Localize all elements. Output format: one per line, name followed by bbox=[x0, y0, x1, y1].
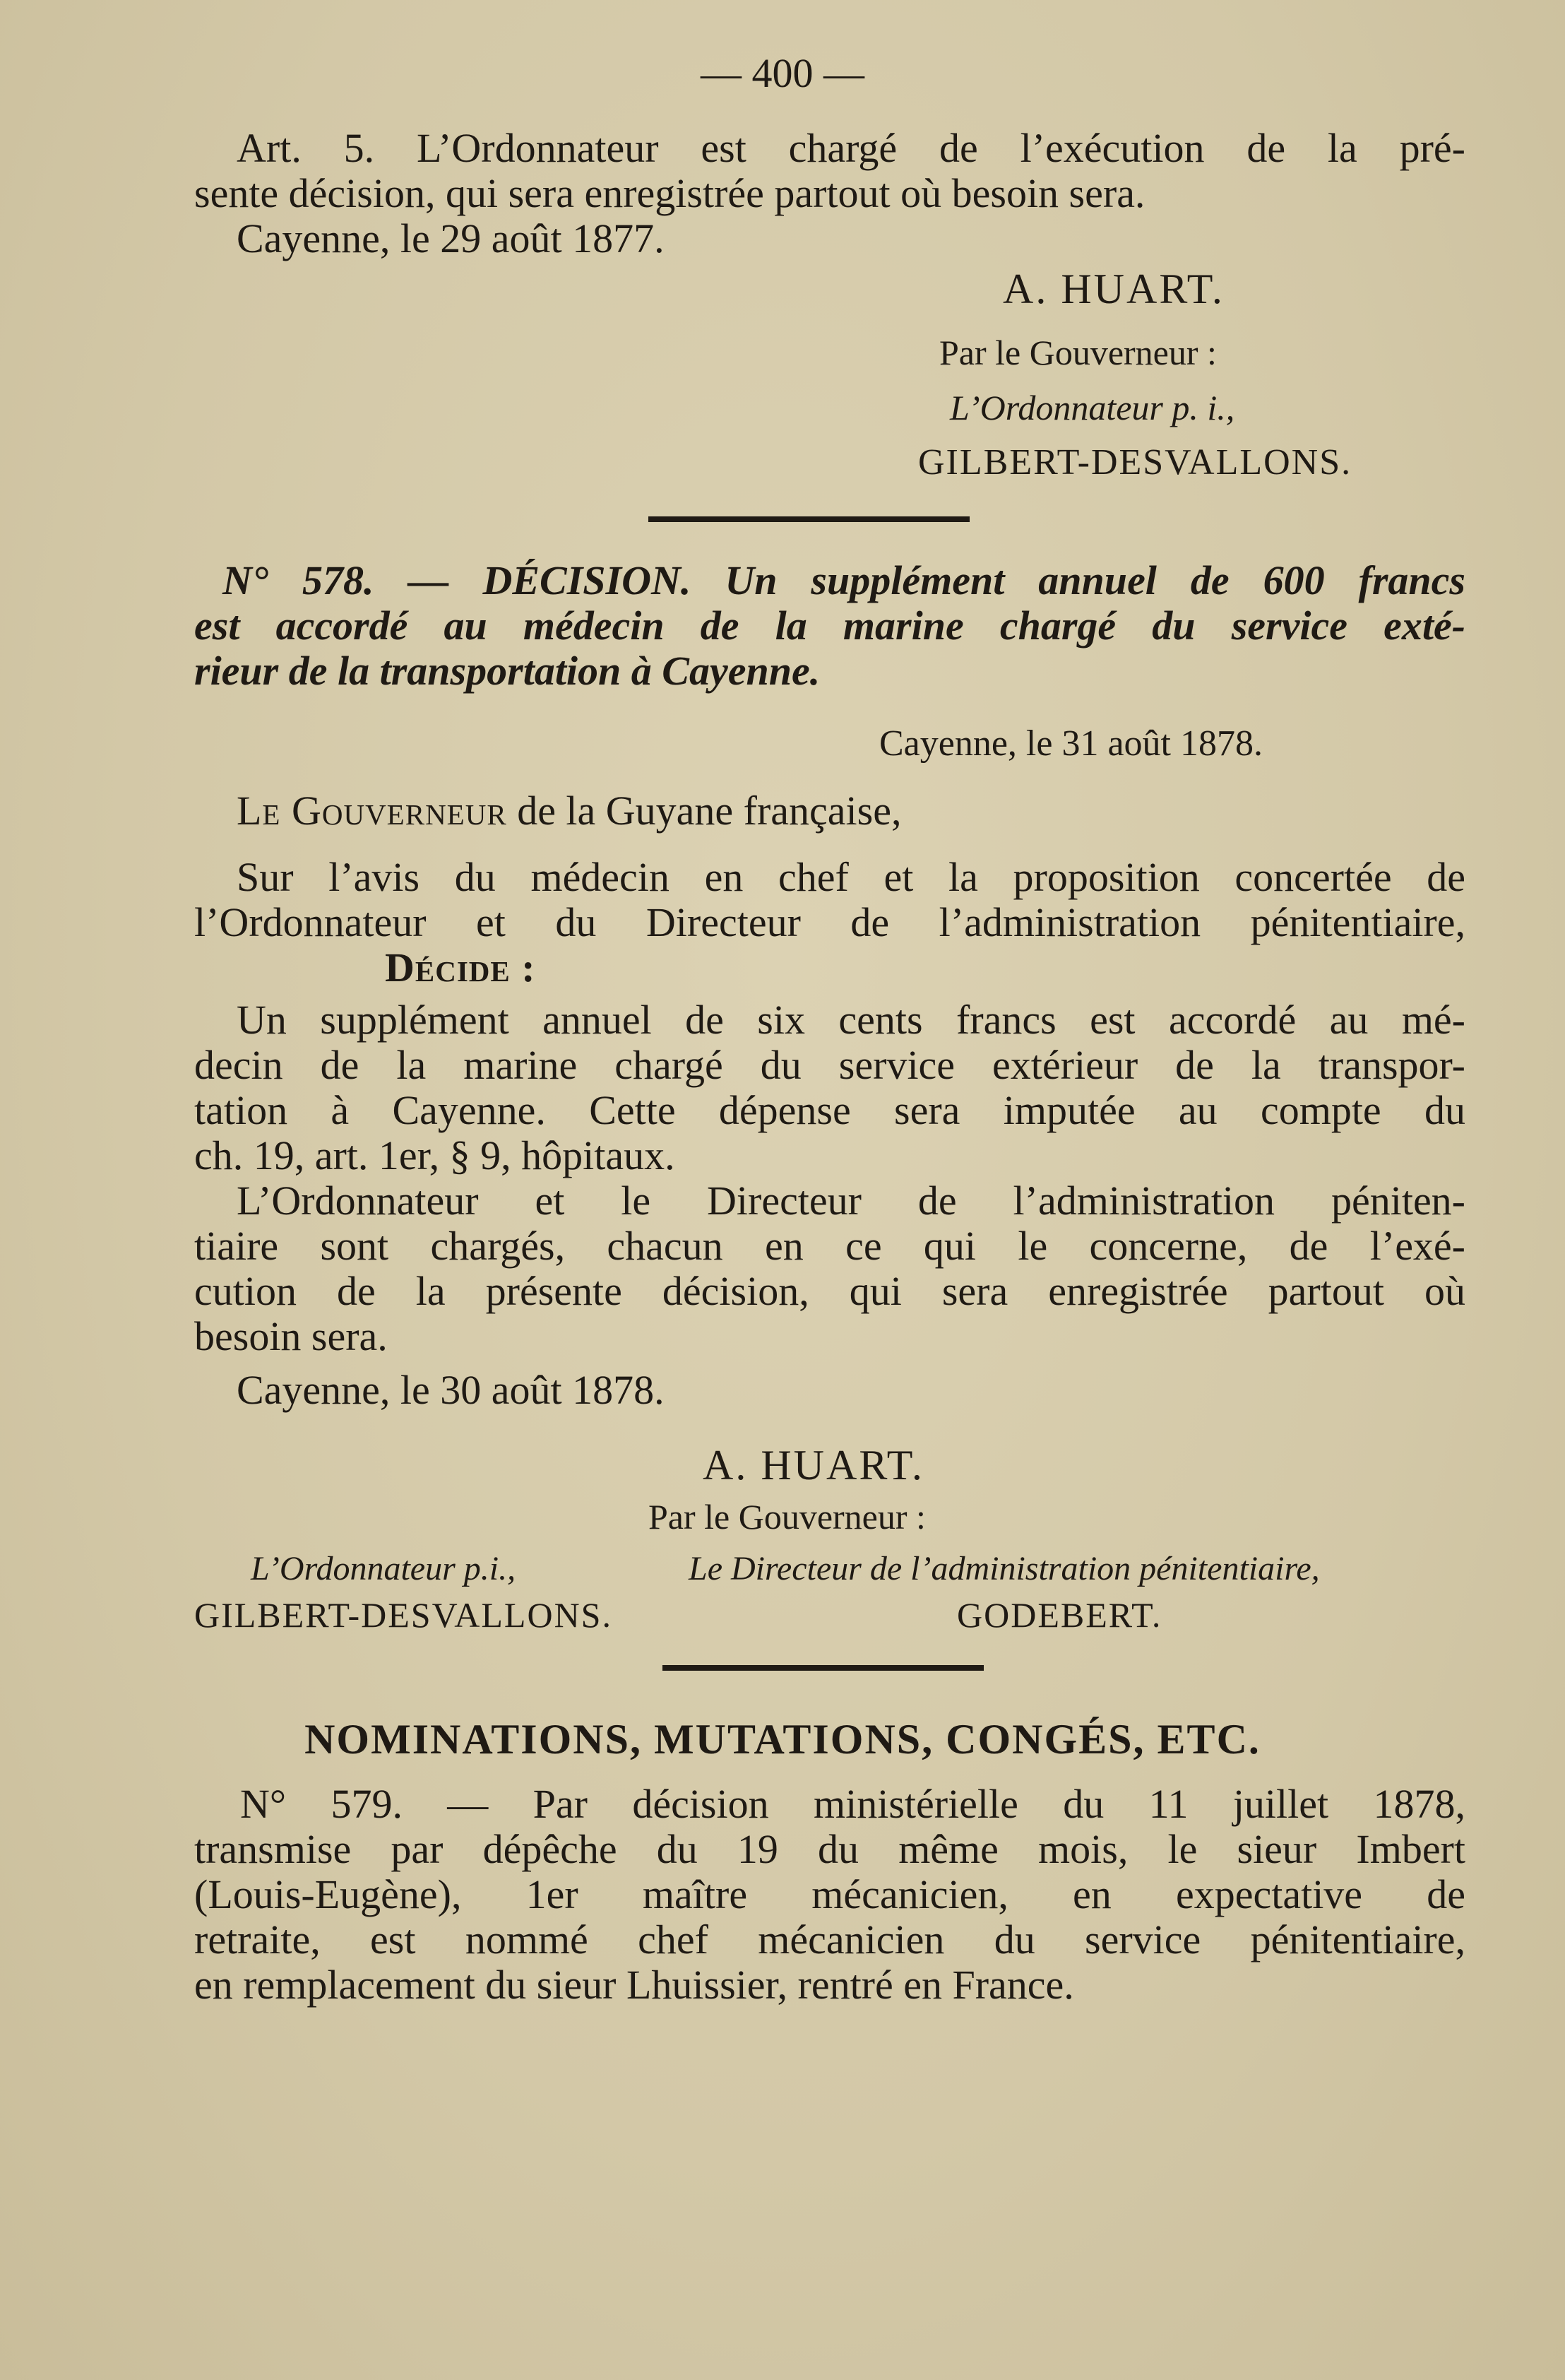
n578-signature: A. HUART. bbox=[703, 1442, 924, 1488]
art5-line-1: Art. 5. L’Ordonnateur est chargé de l’exécution de la pré- bbox=[237, 125, 1465, 171]
n578-heading-3: rieur de la transportation à Cayenne. bbox=[194, 648, 821, 694]
n578-date-top: Cayenne, le 31 août 1878. bbox=[879, 723, 1263, 764]
n578-avis-1: Sur l’avis du médecin en chef et la proposition concertée de bbox=[237, 854, 1465, 900]
n578-ordonnateur-title: L’Ordonnateur p.i., bbox=[251, 1550, 516, 1587]
art5-date: Cayenne, le 29 août 1877. bbox=[237, 215, 665, 261]
separator-rule-1 bbox=[648, 516, 970, 522]
n578-body-4: ch. 19, art. 1er, § 9, hôpitaux. bbox=[194, 1132, 675, 1178]
n578-par-le-gouverneur: Par le Gouverneur : bbox=[648, 1497, 926, 1537]
n578-charge-4: besoin sera. bbox=[194, 1313, 388, 1359]
n578-body-2: decin de la marine chargé du service extérieur de la transpor- bbox=[194, 1042, 1465, 1088]
n579-line-2: transmise par dépêche du 19 du même mois, le sieur Imbert bbox=[194, 1826, 1465, 1872]
separator-rule-2 bbox=[662, 1665, 984, 1671]
n578-heading-2: est accordé au médecin de la marine chargé du service exté- bbox=[194, 603, 1465, 649]
n578-body-1: Un supplément annuel de six cents francs est accordé au mé- bbox=[237, 997, 1465, 1043]
decision-578-body bbox=[194, 788, 1465, 1413]
art5-ordonnateur-name: GILBERT-DESVALLONS. bbox=[918, 442, 1352, 482]
n578-directeur-name: GODEBERT. bbox=[957, 1595, 1162, 1635]
n578-charge-3: cution de la présente décision, qui sera enregistrée partout où bbox=[194, 1268, 1465, 1314]
art5-ordonnateur-title: L’Ordonnateur p. i., bbox=[950, 388, 1235, 427]
gouverneur-rest: de la Guyane française, bbox=[517, 788, 902, 834]
n578-date-bottom: Cayenne, le 30 août 1878. bbox=[237, 1367, 665, 1413]
n578-directeur-title: Le Directeur de l’administration pénitentiaire, bbox=[689, 1550, 1320, 1587]
art5-signature: A. HUART. bbox=[1003, 266, 1225, 312]
n579-line-3: (Louis-Eugène), 1er maître mécanicien, en expectative de bbox=[194, 1871, 1465, 1917]
page-number: — 400 — bbox=[701, 50, 864, 96]
art5-par-le-gouverneur: Par le Gouverneur : bbox=[939, 333, 1217, 372]
n578-charge-1: L’Ordonnateur et le Directeur de l’administration péniten- bbox=[237, 1178, 1465, 1224]
n579-line-5: en remplacement du sieur Lhuissier, rentré en France. bbox=[194, 1962, 1074, 2008]
n579-line-4: retraite, est nommé chef mécanicien du service pénitentiaire, bbox=[194, 1917, 1465, 1962]
n578-decide: Décide : bbox=[385, 945, 536, 990]
gouverneur-label: Le Gouverneur bbox=[237, 788, 507, 834]
article-5 bbox=[194, 126, 1465, 261]
nomination-579 bbox=[194, 1782, 1465, 2008]
n578-avis-2: l’Ordonnateur et du Directeur de l’administration pénitentiaire, bbox=[194, 899, 1465, 945]
n578-ordonnateur-name: GILBERT-DESVALLONS. bbox=[194, 1595, 612, 1635]
n578-body-3: tation à Cayenne. Cette dépense sera imputée au compte du bbox=[194, 1087, 1465, 1133]
nominations-heading: NOMINATIONS, MUTATIONS, CONGÉS, ETC. bbox=[304, 1716, 1261, 1763]
n579-line-1: N° 579. — Par décision ministérielle du 11 juillet 1878, bbox=[240, 1781, 1465, 1827]
n578-gouverneur bbox=[194, 788, 1465, 834]
art5-line-2: sente décision, qui sera enregistrée partout où besoin sera. bbox=[194, 170, 1146, 216]
n578-charge-2: tiaire sont chargés, chacun en ce qui le concerne, de l’exé- bbox=[194, 1223, 1465, 1269]
decision-578-heading bbox=[194, 558, 1465, 694]
n578-heading-1: N° 578. — DÉCISION. Un supplément annuel de 600 francs bbox=[222, 557, 1465, 603]
